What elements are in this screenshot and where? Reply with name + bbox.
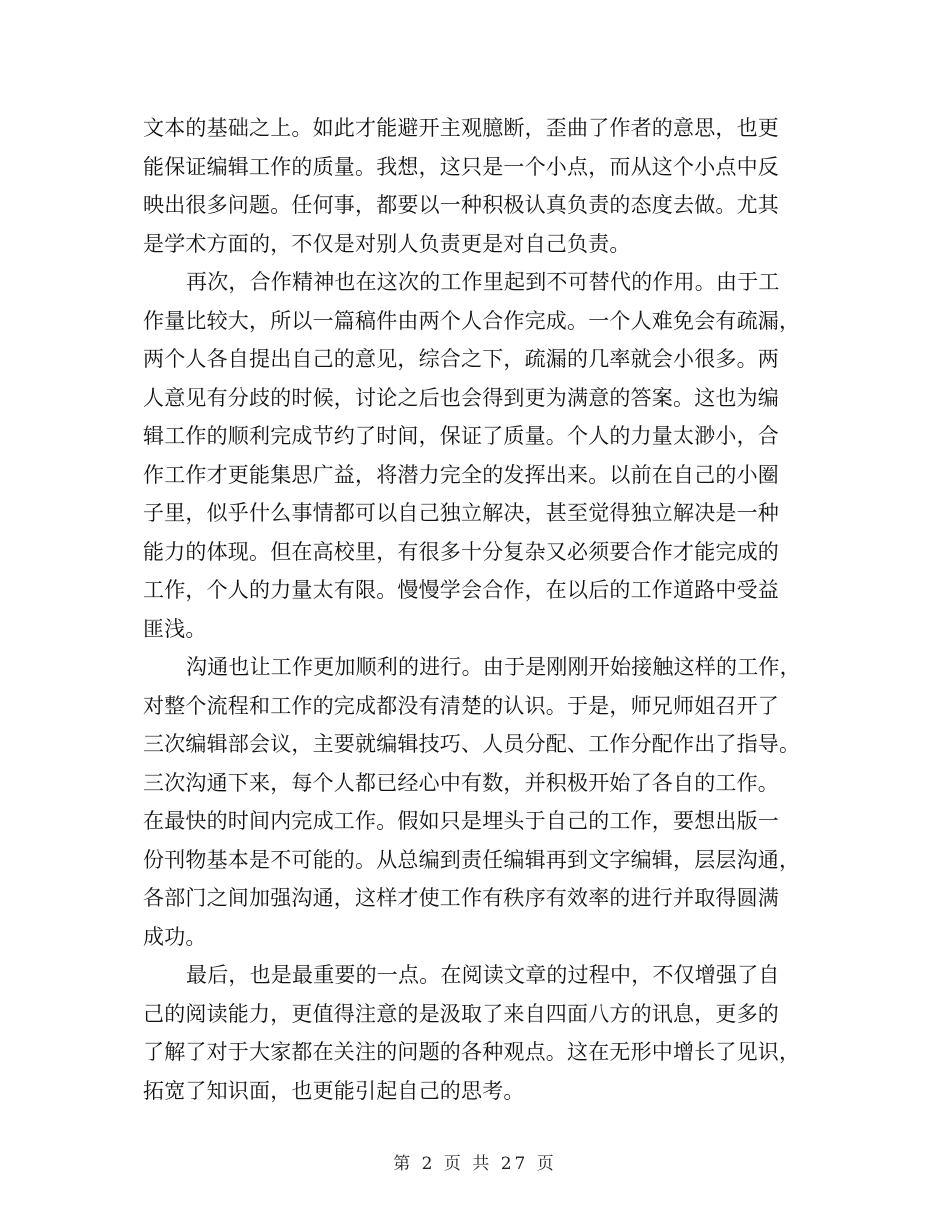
body-text xyxy=(143,109,808,1110)
text-line: 份刊物基本是不可能的。从总编到责任编辑再到文字编辑，层层沟通， xyxy=(143,847,801,872)
text-line: 文本的基础之上。如此才能避开主观臆断，歪曲了作者的意思，也更 xyxy=(143,116,779,140)
text-line: 两个人各自提出自己的意见，综合之下，疏漏的几率就会小很多。两 xyxy=(143,347,779,371)
text-line: 人意见有分歧的时候，讨论之后也会得到更为满意的答案。这也为编 xyxy=(143,385,779,410)
text-line: 作工作才更能集思广益，将潜力完全的发挥出来。以前在自己的小圈 xyxy=(143,462,779,487)
page-footer: 第 2 页 共 27 页 xyxy=(393,1154,557,1174)
text-line: 能力的体现。但在高校里，有很多十分复杂又必须要合作才能完成的 xyxy=(143,539,779,564)
text-line: 子里，似乎什么事情都可以自己独立解决，甚至觉得独立解决是一种 xyxy=(143,501,779,525)
text-line: 辑工作的顺利完成节约了时间，保证了质量。个人的力量太渺小，合 xyxy=(143,424,779,448)
text-line: 了解了对于大家都在关注的问题的各种观点。这在无形中增长了见识， xyxy=(143,1040,801,1064)
text-line: 拓宽了知识面，也更能引起自己的思考。 xyxy=(143,1078,525,1103)
text-line: 己的阅读能力，更值得注意的是汲取了来自四面八方的讯息，更多的 xyxy=(143,1001,779,1026)
text-line: 作量比较大，所以一篇稿件由两个人合作完成。一个人难免会有疏漏， xyxy=(143,308,801,333)
text-line: 工作，个人的力量太有限。慢慢学会合作，在以后的工作道路中受益 xyxy=(143,578,779,602)
text-line: 在最快的时间内完成工作。假如只是埋头于自己的工作，要想出版一 xyxy=(143,809,779,833)
text-line: 能保证编辑工作的质量。我想，这只是一个小点，而从这个小点中反 xyxy=(143,154,779,179)
text-line: 最后，也是最重要的一点。在阅读文章的过程中，不仅增强了自 xyxy=(186,963,780,987)
text-line: 三次沟通下来，每个人都已经心中有数，并积极开始了各自的工作。 xyxy=(143,770,779,795)
text-line: 对整个流程和工作的完成都没有清楚的认识。于是，师兄师姐召开了 xyxy=(143,693,779,718)
text-line: 三次编辑部会议，主要就编辑技巧、人员分配、工作分配作出了指导。 xyxy=(143,732,801,756)
text-line: 匪浅。 xyxy=(143,616,207,641)
text-line: 是学术方面的，不仅是对别人负责更是对自己负责。 xyxy=(143,231,631,256)
text-line: 各部门之间加强沟通，这样才使工作有秩序有效率的进行并取得圆满 xyxy=(143,886,779,910)
text-line: 映出很多问题。任何事，都要以一种积极认真负责的态度去做。尤其 xyxy=(143,193,779,217)
text-line: 再次，合作精神也在这次的工作里起到不可替代的作用。由于工 xyxy=(186,270,780,294)
text-line: 沟通也让工作更加顺利的进行。由于是刚刚开始接触这样的工作， xyxy=(186,655,801,679)
text-line: 成功。 xyxy=(143,924,207,949)
